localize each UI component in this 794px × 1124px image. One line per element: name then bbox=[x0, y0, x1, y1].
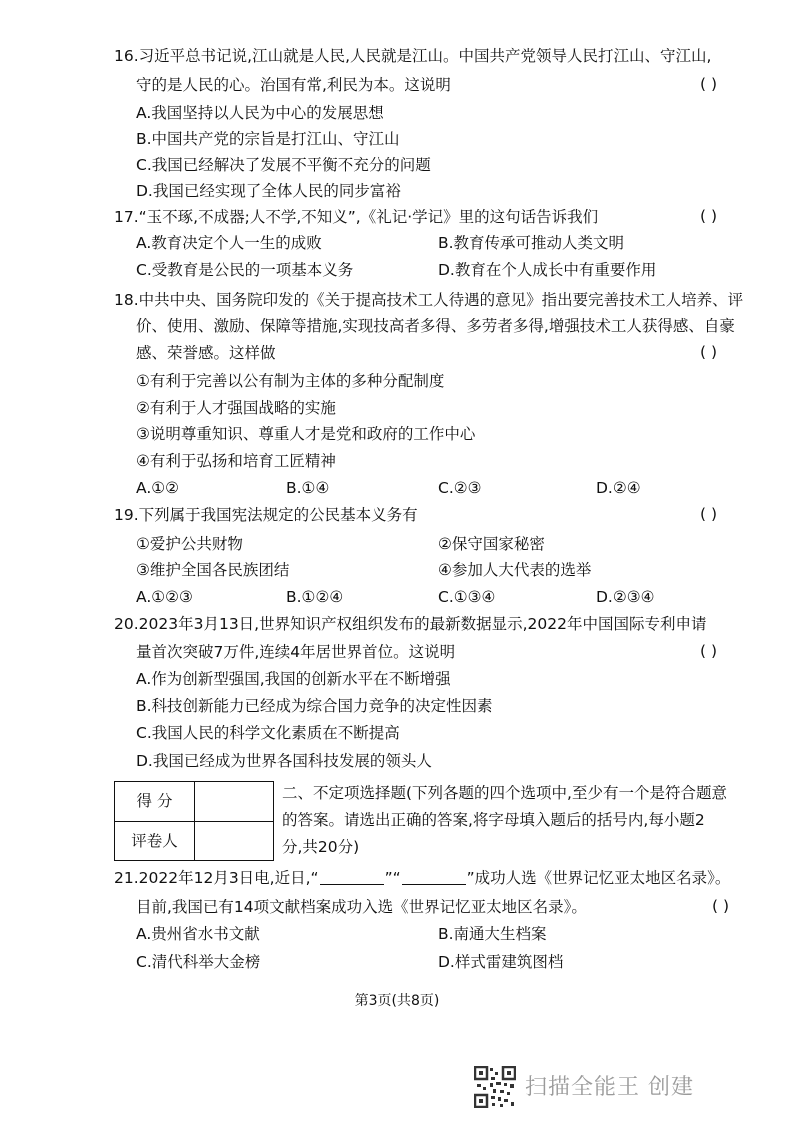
q17-option-a: A.教育决定个人一生的成败 bbox=[136, 234, 322, 252]
q19-statement-2: ②保守国家秘密 bbox=[438, 535, 545, 553]
q21-stem-part3: ”成功人选《世界记忆亚太地区名录》。 bbox=[466, 869, 731, 887]
q17-stem-line1: 17.“玉不琢,不成器;人不学,不知义”,《礼记·学记》里的这句话告诉我们 bbox=[114, 208, 599, 226]
q20-option-a: A.作为创新型强国,我国的创新水平在不断增强 bbox=[136, 670, 451, 688]
q21-blank-1 bbox=[320, 870, 384, 885]
q19-option-a: A.①②③ bbox=[136, 588, 193, 606]
q16-stem-line2: 守的是人民的心。治国有常,利民为本。这说明 bbox=[136, 76, 451, 94]
q20-option-c: C.我国人民的科学文化素质在不断提高 bbox=[136, 724, 400, 742]
q18-stem-line2: 价、使用、激励、保障等措施,实现技高者多得、多劳者多得,增强技术工人获得感、自豪 bbox=[136, 317, 735, 335]
section2-instructions-line2: 的答案。请选出正确的答案,将字母填入题后的括号内,每小题2 bbox=[282, 811, 705, 829]
section2-instructions-line1: 二、不定项选择题(下列各题的四个选项中,至少有一个是符合题意 bbox=[282, 784, 727, 802]
q18-option-b: B.①④ bbox=[286, 479, 330, 497]
q19-statement-1: ①爱护公共财物 bbox=[136, 535, 243, 553]
q21-stem-part1: 21.2022年12月3日电,近日,“ bbox=[114, 869, 319, 887]
q18-statement-3: ③说明尊重知识、尊重人才是党和政府的工作中心 bbox=[136, 425, 476, 443]
score-table bbox=[114, 781, 274, 861]
q18-answer-paren: ( ) bbox=[700, 343, 718, 361]
q17-option-c: C.受教育是公民的一项基本义务 bbox=[136, 261, 354, 279]
q16-option-a: A.我国坚持以人民为中心的发展思想 bbox=[136, 104, 384, 122]
reviewer-label: 评卷人 bbox=[131, 832, 178, 850]
page-number: 第3页(共8页) bbox=[354, 993, 440, 1009]
q18-stem-line1: 18.中共中央、国务院印发的《关于提高技术工人待遇的意见》指出要完善技术工人培养、评 bbox=[114, 291, 744, 309]
section2-instructions-line3: 分,共20分) bbox=[282, 838, 360, 856]
q16-option-b: B.中国共产党的宗旨是打江山、守江山 bbox=[136, 130, 400, 148]
q17-option-b: B.教育传承可推动人类文明 bbox=[438, 234, 625, 252]
q18-statement-4: ④有利于弘扬和培育工匠精神 bbox=[136, 452, 336, 470]
q21-option-a: A.贵州省水书文献 bbox=[136, 925, 260, 943]
q18-statement-1: ①有利于完善以公有制为主体的多种分配制度 bbox=[136, 372, 445, 390]
q19-answer-paren: ( ) bbox=[700, 505, 718, 523]
q19-option-d: D.②③④ bbox=[596, 588, 655, 606]
qr-code-icon bbox=[474, 1066, 516, 1108]
q16-stem-line1: 16.习近平总书记说,江山就是人民,人民就是江山。中国共产党领导人民打江山、守江山, bbox=[114, 47, 712, 65]
q20-option-b: B.科技创新能力已经成为综合国力竞争的决定性因素 bbox=[136, 697, 493, 715]
q21-option-d: D.样式雷建筑图档 bbox=[438, 953, 564, 971]
q19-statement-3: ③维护全国各民族团结 bbox=[136, 561, 290, 579]
q16-answer-paren: ( ) bbox=[700, 75, 718, 93]
q18-option-a: A.①② bbox=[136, 479, 180, 497]
q16-option-c: C.我国已经解决了发展不平衡不充分的问题 bbox=[136, 156, 431, 174]
q21-stem-line2: 目前,我国已有14项文献档案成功入选《世界记忆亚太地区名录》。 bbox=[136, 898, 587, 916]
q18-statement-2: ②有利于人才强国战略的实施 bbox=[136, 399, 336, 417]
q21-stem-part2: ”“ bbox=[384, 869, 401, 887]
q17-option-d: D.教育在个人成长中有重要作用 bbox=[438, 261, 657, 279]
q21-stem-line1 bbox=[114, 868, 730, 888]
q19-option-c: C.①③④ bbox=[438, 588, 496, 606]
q16-option-d: D.我国已经实现了全体人民的同步富裕 bbox=[136, 182, 401, 200]
q21-option-b: B.南通大生档案 bbox=[438, 925, 547, 943]
q17-answer-paren: ( ) bbox=[700, 207, 718, 225]
q18-option-c: C.②③ bbox=[438, 479, 482, 497]
scanner-watermark: 扫描全能王 创建 bbox=[525, 1075, 694, 1100]
q18-stem-line3: 感、荣誉感。这样做 bbox=[136, 344, 276, 362]
q19-statement-4: ④参加人大代表的选举 bbox=[438, 561, 592, 579]
score-label: 得 分 bbox=[136, 792, 173, 810]
q20-stem-line1: 20.2023年3月13日,世界知识产权组织发布的最新数据显示,2022年中国国际专利申请 bbox=[114, 615, 707, 633]
q20-stem-line2: 量首次突破7万件,连续4年居世界首位。这说明 bbox=[136, 643, 456, 661]
score-table-divider bbox=[194, 782, 195, 860]
q19-option-b: B.①②④ bbox=[286, 588, 344, 606]
q19-stem-line1: 19.下列属于我国宪法规定的公民基本义务有 bbox=[114, 506, 418, 524]
q18-option-d: D.②④ bbox=[596, 479, 641, 497]
q21-answer-paren: ( ) bbox=[712, 897, 730, 915]
q20-option-d: D.我国已经成为世界各国科技发展的领头人 bbox=[136, 752, 432, 770]
q21-option-c: C.清代科举大金榜 bbox=[136, 953, 261, 971]
q20-answer-paren: ( ) bbox=[700, 642, 718, 660]
q21-blank-2 bbox=[402, 870, 466, 885]
